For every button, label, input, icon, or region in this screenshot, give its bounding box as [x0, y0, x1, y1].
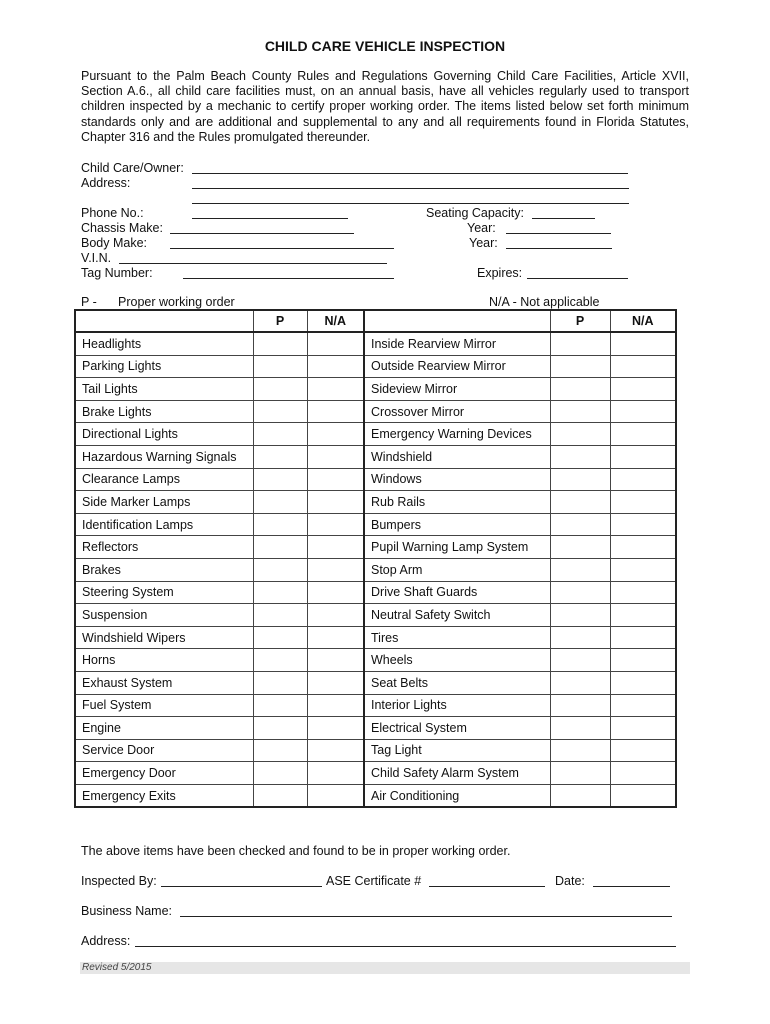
na-checkbox-right[interactable]: [610, 694, 676, 717]
item-left: Hazardous Warning Signals: [75, 445, 253, 468]
na-checkbox-right[interactable]: [610, 626, 676, 649]
p-checkbox-right[interactable]: [550, 649, 610, 672]
date-field[interactable]: [593, 886, 670, 887]
phone-field[interactable]: [192, 218, 348, 219]
p-checkbox-left[interactable]: [253, 513, 307, 536]
item-left: Emergency Door: [75, 762, 253, 785]
na-checkbox-left[interactable]: [307, 694, 364, 717]
table-row: [75, 649, 676, 672]
na-checkbox-left[interactable]: [307, 626, 364, 649]
p-checkbox-right[interactable]: [550, 604, 610, 627]
p-checkbox-right[interactable]: [550, 378, 610, 401]
header-item-left: [75, 310, 253, 332]
chassis-make-field[interactable]: [170, 233, 354, 234]
p-checkbox-right[interactable]: [550, 513, 610, 536]
p-checkbox-right[interactable]: [550, 762, 610, 785]
na-checkbox-right[interactable]: [610, 739, 676, 762]
p-checkbox-left[interactable]: [253, 468, 307, 491]
p-checkbox-left[interactable]: [253, 378, 307, 401]
item-right: Windows: [364, 468, 550, 491]
table-row: [75, 784, 676, 807]
p-checkbox-right[interactable]: [550, 423, 610, 446]
p-checkbox-left[interactable]: [253, 332, 307, 355]
item-right: Outside Rearview Mirror: [364, 355, 550, 378]
table-row: [75, 400, 676, 423]
na-checkbox-left[interactable]: [307, 762, 364, 785]
item-left: Reflectors: [75, 536, 253, 559]
table-row: [75, 762, 676, 785]
item-right: Emergency Warning Devices: [364, 423, 550, 446]
header-p-left: P: [253, 310, 307, 332]
p-checkbox-left[interactable]: [253, 355, 307, 378]
na-checkbox-left[interactable]: [307, 536, 364, 559]
p-checkbox-right[interactable]: [550, 717, 610, 740]
table-row: [75, 671, 676, 694]
na-checkbox-left[interactable]: [307, 649, 364, 672]
na-checkbox-right[interactable]: [610, 762, 676, 785]
p-checkbox-right[interactable]: [550, 626, 610, 649]
address-label: Address:: [81, 176, 131, 190]
vin-field[interactable]: [119, 263, 387, 264]
item-left: Headlights: [75, 332, 253, 355]
body-make-label: Body Make:: [81, 236, 148, 250]
na-checkbox-left[interactable]: [307, 581, 364, 604]
table-row: [75, 536, 676, 559]
p-checkbox-left[interactable]: [253, 536, 307, 559]
ase-certificate-field[interactable]: [429, 886, 545, 887]
address-field-line-1[interactable]: [192, 188, 629, 189]
p-checkbox-left[interactable]: [253, 694, 307, 717]
p-checkbox-left[interactable]: [253, 558, 307, 581]
revision-footer: [80, 962, 690, 974]
chassis-make-label: Chassis Make:: [81, 221, 163, 235]
item-right: Drive Shaft Guards: [364, 581, 550, 604]
item-right: Stop Arm: [364, 558, 550, 581]
item-right: Sideview Mirror: [364, 378, 550, 401]
item-right: Inside Rearview Mirror: [364, 332, 550, 355]
item-left: Fuel System: [75, 694, 253, 717]
na-checkbox-right[interactable]: [610, 717, 676, 740]
p-checkbox-left[interactable]: [253, 671, 307, 694]
revision-note: Revised 5/2015: [82, 962, 152, 973]
p-checkbox-left[interactable]: [253, 626, 307, 649]
table-row: [75, 581, 676, 604]
intro-paragraph: Pursuant to the Palm Beach County Rules and Regulations Governing Child Care Facilities, Article XVII, Section A.6., all child care facilities must, on an annual basis, have all vehicles regularly used to transport children inspected by a mechanic to certify proper working order. The items listed below set forth minimum standards only and are additional and supplemental to any and all requirements found in Florida Statutes, Chapter 316 and the Rules promulgated thereunder.: [81, 69, 689, 144]
header-na-left: N/A: [307, 310, 364, 332]
item-left: Brakes: [75, 558, 253, 581]
item-left: Engine: [75, 717, 253, 740]
p-checkbox-right[interactable]: [550, 445, 610, 468]
na-checkbox-right[interactable]: [610, 332, 676, 355]
table-row: [75, 445, 676, 468]
expires-field[interactable]: [527, 278, 628, 279]
p-checkbox-right[interactable]: [550, 581, 610, 604]
legend-p-description: Proper working order: [118, 295, 235, 309]
table-row: [75, 558, 676, 581]
p-checkbox-left[interactable]: [253, 445, 307, 468]
item-right: Crossover Mirror: [364, 400, 550, 423]
na-checkbox-right[interactable]: [610, 581, 676, 604]
item-left: Directional Lights: [75, 423, 253, 446]
na-checkbox-left[interactable]: [307, 784, 364, 807]
p-checkbox-right[interactable]: [550, 784, 610, 807]
p-checkbox-right[interactable]: [550, 694, 610, 717]
owner-field[interactable]: [192, 173, 628, 174]
seating-capacity-field[interactable]: [532, 218, 595, 219]
na-checkbox-left[interactable]: [307, 513, 364, 536]
item-left: Steering System: [75, 581, 253, 604]
p-checkbox-left[interactable]: [253, 491, 307, 514]
item-left: Clearance Lamps: [75, 468, 253, 491]
inspection-table: [74, 309, 677, 808]
p-checkbox-left[interactable]: [253, 739, 307, 762]
na-checkbox-left[interactable]: [307, 717, 364, 740]
inspected-by-label: Inspected By:: [81, 874, 157, 888]
item-left: Emergency Exits: [75, 784, 253, 807]
tag-number-field[interactable]: [183, 278, 394, 279]
ase-certificate-label: ASE Certificate #: [326, 874, 422, 888]
na-checkbox-left[interactable]: [307, 332, 364, 355]
p-checkbox-right[interactable]: [550, 491, 610, 514]
item-right: Bumpers: [364, 513, 550, 536]
business-address-label: Address:: [81, 934, 131, 948]
p-checkbox-right[interactable]: [550, 739, 610, 762]
legend-p-key: P -: [81, 295, 97, 309]
p-checkbox-right[interactable]: [550, 671, 610, 694]
inspected-by-field[interactable]: [161, 886, 322, 887]
na-checkbox-right[interactable]: [610, 604, 676, 627]
item-right: Electrical System: [364, 717, 550, 740]
na-checkbox-left[interactable]: [307, 445, 364, 468]
item-right: Seat Belts: [364, 671, 550, 694]
item-left: Suspension: [75, 604, 253, 627]
na-checkbox-right[interactable]: [610, 445, 676, 468]
tag-number-label: Tag Number:: [81, 266, 153, 280]
business-name-field[interactable]: [180, 916, 672, 917]
na-checkbox-right[interactable]: [610, 378, 676, 401]
vin-label: V.I.N.: [81, 251, 112, 265]
item-right: Tag Light: [364, 739, 550, 762]
item-left: Windshield Wipers: [75, 626, 253, 649]
table-row: [75, 739, 676, 762]
table-row: [75, 332, 676, 355]
na-checkbox-right[interactable]: [610, 491, 676, 514]
table-row: [75, 694, 676, 717]
form-title: CHILD CARE VEHICLE INSPECTION: [264, 38, 506, 54]
na-checkbox-right[interactable]: [610, 400, 676, 423]
na-checkbox-right[interactable]: [610, 423, 676, 446]
p-checkbox-left[interactable]: [253, 717, 307, 740]
table-row: [75, 355, 676, 378]
p-checkbox-right[interactable]: [550, 332, 610, 355]
item-right: Interior Lights: [364, 694, 550, 717]
item-right: Rub Rails: [364, 491, 550, 514]
table-row: [75, 717, 676, 740]
p-checkbox-left[interactable]: [253, 423, 307, 446]
na-checkbox-left[interactable]: [307, 378, 364, 401]
chassis-year-label: Year:: [467, 221, 496, 235]
p-checkbox-left[interactable]: [253, 784, 307, 807]
na-checkbox-left[interactable]: [307, 400, 364, 423]
p-checkbox-left[interactable]: [253, 604, 307, 627]
business-address-field[interactable]: [135, 946, 676, 947]
p-checkbox-right[interactable]: [550, 558, 610, 581]
na-checkbox-left[interactable]: [307, 558, 364, 581]
na-checkbox-left[interactable]: [307, 468, 364, 491]
table-row: [75, 626, 676, 649]
na-checkbox-right[interactable]: [610, 536, 676, 559]
header-item-right: [364, 310, 550, 332]
phone-label: Phone No.:: [81, 206, 144, 220]
p-checkbox-right[interactable]: [550, 355, 610, 378]
item-right: Neutral Safety Switch: [364, 604, 550, 627]
table-row: [75, 423, 676, 446]
na-checkbox-left[interactable]: [307, 604, 364, 627]
item-right: Air Conditioning: [364, 784, 550, 807]
table-row: [75, 378, 676, 401]
table-row: [75, 513, 676, 536]
header-p-right: P: [550, 310, 610, 332]
p-checkbox-left[interactable]: [253, 649, 307, 672]
expires-label: Expires:: [477, 266, 523, 280]
item-left: Tail Lights: [75, 378, 253, 401]
na-checkbox-right[interactable]: [610, 671, 676, 694]
certification-statement: The above items have been checked and found to be in proper working order.: [81, 844, 511, 858]
item-right: Windshield: [364, 445, 550, 468]
na-checkbox-left[interactable]: [307, 739, 364, 762]
body-year-field[interactable]: [506, 248, 612, 249]
item-right: Tires: [364, 626, 550, 649]
na-checkbox-right[interactable]: [610, 784, 676, 807]
item-right: Pupil Warning Lamp System: [364, 536, 550, 559]
chassis-year-field[interactable]: [506, 233, 611, 234]
na-checkbox-left[interactable]: [307, 423, 364, 446]
na-checkbox-right[interactable]: [610, 558, 676, 581]
item-left: Identification Lamps: [75, 513, 253, 536]
body-year-label: Year:: [469, 236, 498, 250]
item-right: Wheels: [364, 649, 550, 672]
table-row: [75, 491, 676, 514]
item-left: Parking Lights: [75, 355, 253, 378]
legend-na-description: N/A - Not applicable: [489, 295, 600, 309]
na-checkbox-right[interactable]: [610, 468, 676, 491]
item-right: Child Safety Alarm System: [364, 762, 550, 785]
p-checkbox-left[interactable]: [253, 400, 307, 423]
table-row: [75, 604, 676, 627]
item-left: Horns: [75, 649, 253, 672]
item-left: Service Door: [75, 739, 253, 762]
item-left: Brake Lights: [75, 400, 253, 423]
na-checkbox-left[interactable]: [307, 355, 364, 378]
item-left: Exhaust System: [75, 671, 253, 694]
table-row: [75, 468, 676, 491]
header-na-right: N/A: [610, 310, 676, 332]
na-checkbox-right[interactable]: [610, 513, 676, 536]
date-label: Date:: [555, 874, 585, 888]
body-make-field[interactable]: [170, 248, 394, 249]
address-field-line-2[interactable]: [192, 203, 629, 204]
seating-capacity-label: Seating Capacity:: [426, 206, 524, 220]
p-checkbox-right[interactable]: [550, 468, 610, 491]
business-name-label: Business Name:: [81, 904, 173, 918]
owner-label: Child Care/Owner:: [81, 161, 184, 175]
na-checkbox-left[interactable]: [307, 671, 364, 694]
table-header-row: [75, 310, 676, 332]
na-checkbox-left[interactable]: [307, 491, 364, 514]
p-checkbox-left[interactable]: [253, 762, 307, 785]
p-checkbox-right[interactable]: [550, 536, 610, 559]
p-checkbox-right[interactable]: [550, 400, 610, 423]
na-checkbox-right[interactable]: [610, 355, 676, 378]
p-checkbox-left[interactable]: [253, 581, 307, 604]
item-left: Side Marker Lamps: [75, 491, 253, 514]
na-checkbox-right[interactable]: [610, 649, 676, 672]
